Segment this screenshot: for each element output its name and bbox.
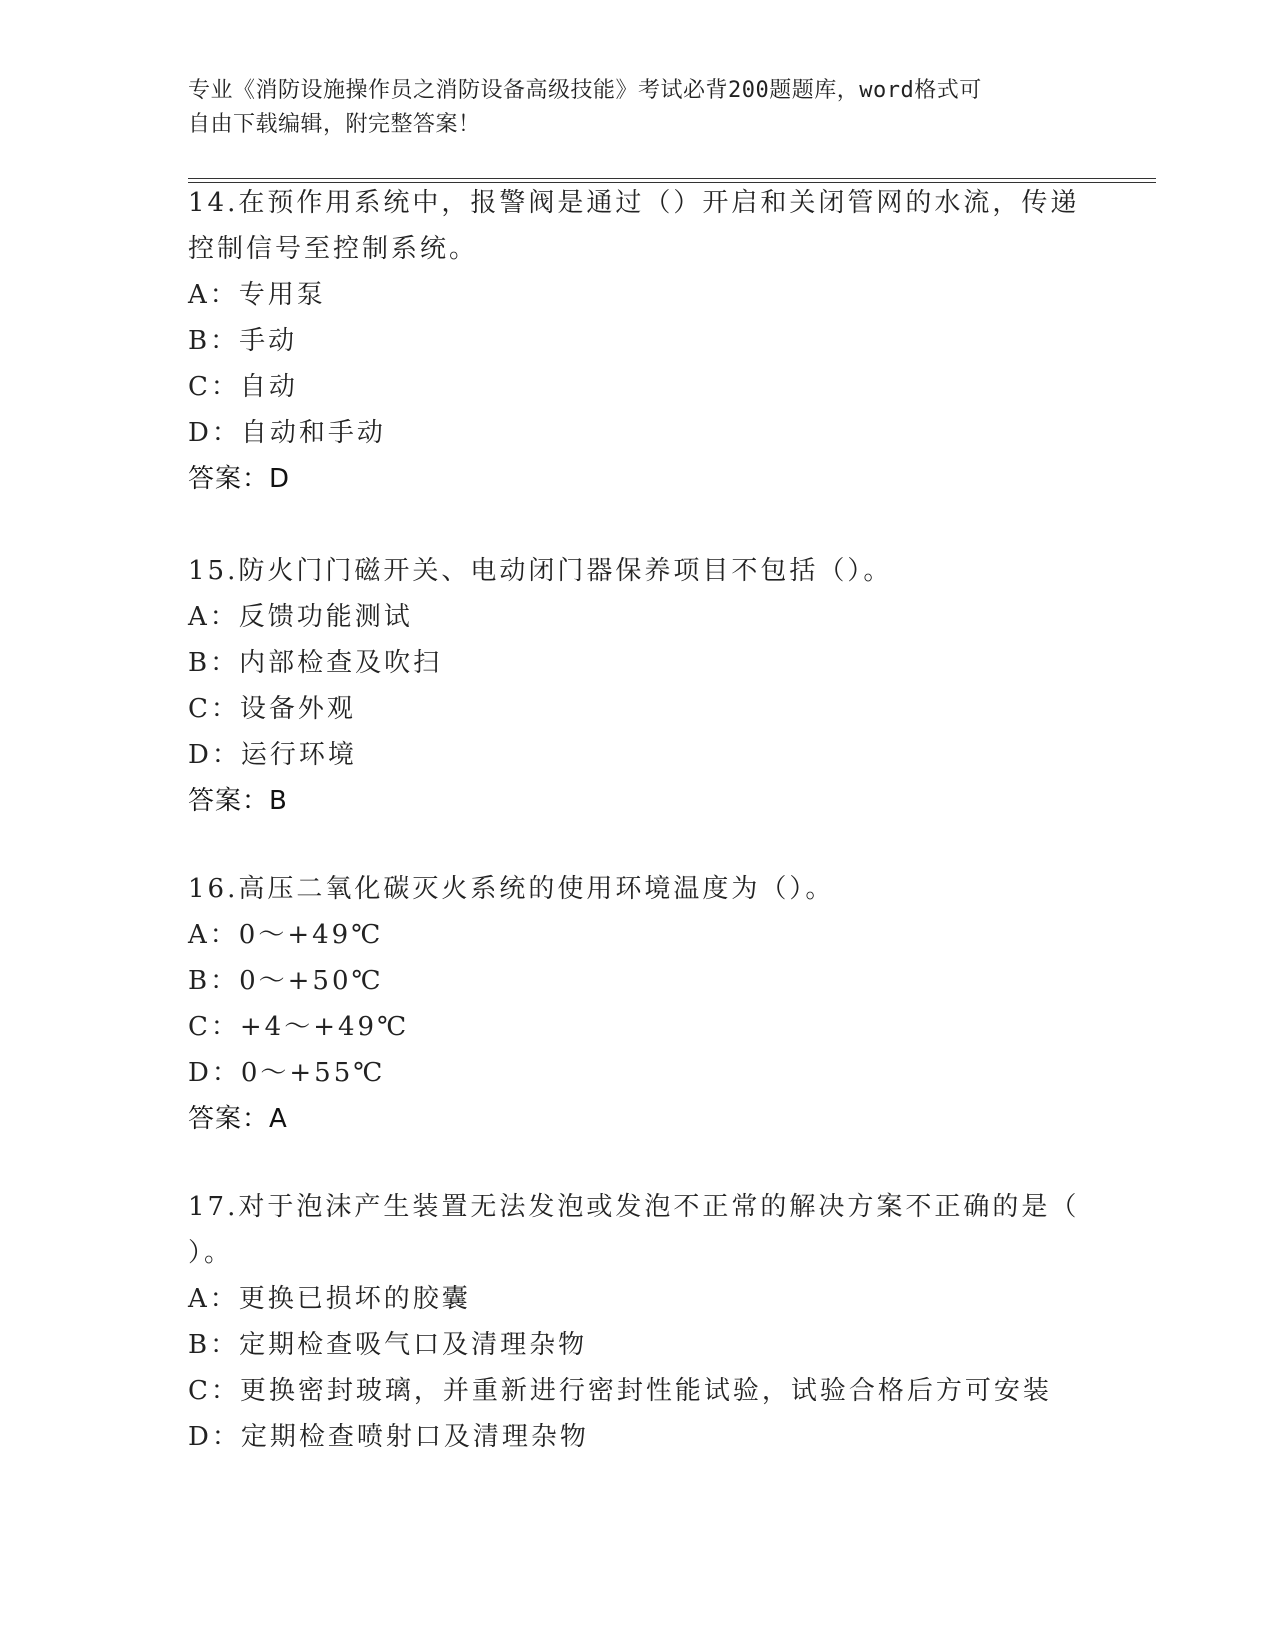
option-a: A：反馈功能测试	[188, 602, 413, 632]
option-d: D：0～+55℃	[188, 1058, 386, 1088]
question-17	[188, 1184, 1088, 1460]
option-a: A：专用泵	[188, 280, 326, 310]
question-14	[188, 180, 1088, 502]
option-d: D：定期检查喷射口及清理杂物	[188, 1422, 589, 1452]
question-stem: 17.对于泡沫产生装置无法发泡或发泡不正常的解决方案不正确的是（	[188, 1192, 1080, 1222]
option-c: C：+4～+49℃	[188, 1012, 410, 1042]
option-d: D：运行环境	[188, 740, 357, 770]
answer: 答案：A	[188, 1104, 288, 1134]
option-b: B：内部检查及吹扫	[188, 648, 443, 678]
option-c: C：自动	[188, 372, 298, 402]
question-stem: 16.高压二氧化碳灭火系统的使用环境温度为（）。	[188, 874, 835, 904]
header-line-1: 专业《消防设施操作员之消防设备高级技能》考试必背200题题库，word格式可	[188, 78, 982, 103]
question-stem: 15.防火门门磁开关、电动闭门器保养项目不包括（）。	[188, 556, 893, 586]
option-b: B：定期检查吸气口及清理杂物	[188, 1330, 588, 1360]
question-15	[188, 548, 1088, 824]
option-b: B：手动	[188, 326, 298, 356]
answer: 答案：B	[188, 786, 288, 816]
option-d: D：自动和手动	[188, 418, 386, 448]
document-header	[188, 74, 1088, 142]
header-line-2: 自由下载编辑，附完整答案！	[188, 112, 481, 137]
option-c: C：更换密封玻璃，并重新进行密封性能试验，试验合格后方可安装	[188, 1376, 1052, 1406]
option-a: A：更换已损坏的胶囊	[188, 1284, 471, 1314]
question-stem: ）。	[188, 1238, 234, 1268]
option-a: A：0～+49℃	[188, 920, 384, 950]
question-stem: 控制信号至控制系统。	[188, 234, 479, 264]
question-16	[188, 866, 1088, 1142]
option-c: C：设备外观	[188, 694, 356, 724]
question-stem: 14.在预作用系统中，报警阀是通过（）开启和关闭管网的水流，传递	[188, 188, 1080, 218]
option-b: B：0～+50℃	[188, 966, 384, 996]
answer: 答案：D	[188, 464, 291, 494]
